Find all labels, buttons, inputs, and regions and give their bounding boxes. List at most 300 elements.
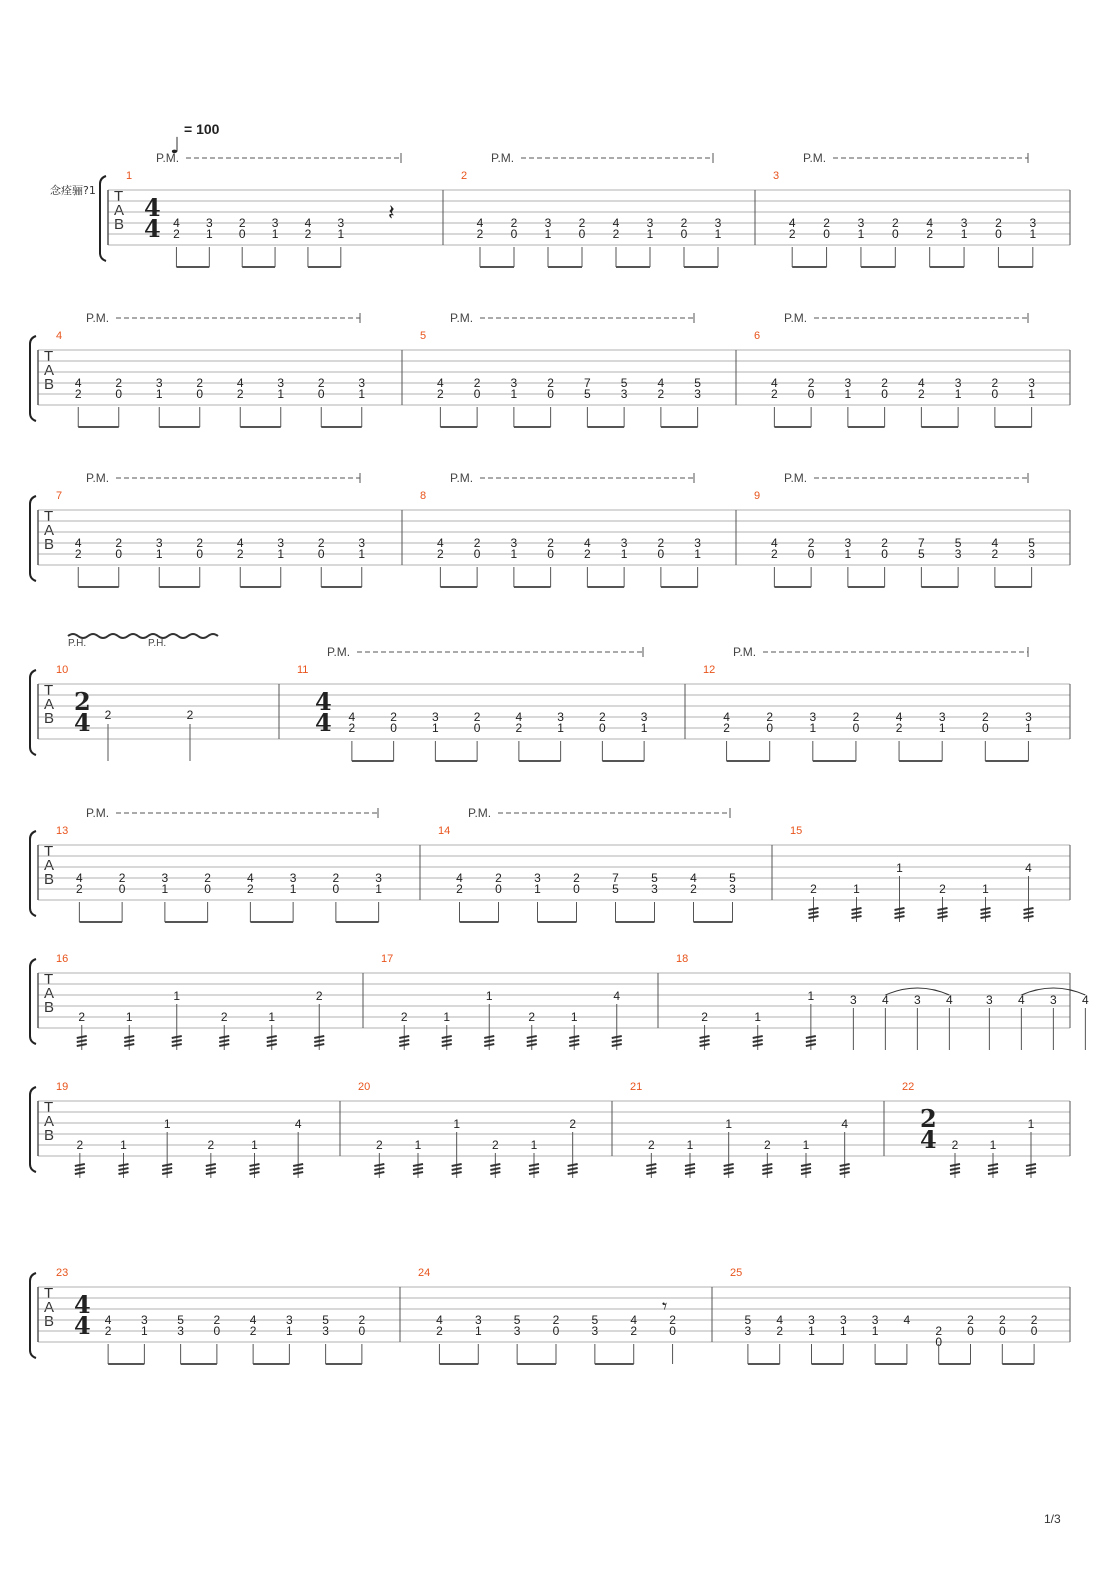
- fret-number: 0: [204, 882, 211, 896]
- bar-number: 21: [630, 1081, 643, 1093]
- tab-clef-letter: A: [44, 1113, 55, 1130]
- fret-number: 2: [456, 882, 463, 896]
- tab-clef-letter: A: [44, 522, 55, 539]
- tab-clef-letter: A: [44, 1299, 55, 1316]
- tremolo-stroke: [753, 1040, 763, 1042]
- time-signature-bottom: 4: [315, 708, 332, 737]
- palm-mute-label: P.M.: [803, 151, 827, 165]
- fret-number: 0: [852, 721, 860, 735]
- fret-number: 2: [599, 710, 606, 724]
- fret-number: 2: [186, 708, 194, 722]
- fret-number: 2: [569, 1117, 577, 1131]
- tremolo-stroke: [809, 908, 819, 910]
- tremolo-stroke: [119, 1164, 129, 1166]
- fret-number: 4: [841, 1117, 849, 1131]
- bar-number: 14: [438, 825, 451, 837]
- tempo-note-symbol: ♩: [170, 134, 181, 159]
- fret-number: 5: [918, 547, 925, 561]
- fret-number: 5: [177, 1313, 184, 1327]
- fret-number: 2: [991, 547, 999, 561]
- tremolo-stroke: [374, 1172, 384, 1174]
- fret-number: 2: [951, 1138, 959, 1152]
- tremolo-stroke: [267, 1036, 277, 1038]
- bar-number: 6: [754, 330, 761, 342]
- fret-number: 1: [510, 547, 518, 561]
- tremolo-stroke: [452, 1164, 462, 1166]
- tab-clef-letter: A: [44, 696, 55, 713]
- fret-number: 4: [515, 710, 523, 724]
- fret-number: 0: [680, 227, 688, 241]
- fret-number: 0: [881, 547, 888, 561]
- fret-number: 1: [474, 1324, 482, 1338]
- fret-number: 2: [207, 1138, 215, 1152]
- tremolo-stroke: [452, 1172, 462, 1174]
- tremolo-stroke: [801, 1164, 811, 1166]
- fret-number: 3: [474, 1313, 482, 1327]
- fret-number: 4: [1018, 993, 1025, 1007]
- fret-number: 1: [414, 1138, 422, 1152]
- tremolo-stroke: [938, 916, 948, 918]
- fret-number: 5: [694, 376, 701, 390]
- tremolo-stroke: [685, 1164, 695, 1166]
- fret-number: 4: [788, 216, 796, 230]
- fret-number: 3: [358, 376, 366, 390]
- fret-number: 4: [630, 1313, 638, 1327]
- fret-number: 2: [547, 376, 554, 390]
- tremolo-stroke: [852, 916, 862, 918]
- fret-number: 3: [286, 1313, 293, 1327]
- fret-number: 5: [729, 871, 736, 885]
- fret-number: 2: [771, 547, 778, 561]
- tab-clef-letter: B: [44, 999, 55, 1016]
- bar-number: 13: [56, 825, 69, 837]
- time-signature-bottom: 4: [74, 708, 91, 737]
- fret-number: 1: [453, 1117, 461, 1131]
- fret-number: 1: [809, 721, 817, 735]
- palm-mute-label: P.M.: [156, 151, 180, 165]
- fret-number: 3: [177, 1324, 184, 1338]
- fret-number: 1: [337, 227, 345, 241]
- tremolo-stroke: [840, 1168, 850, 1170]
- fret-number: 2: [547, 536, 554, 550]
- tremolo-stroke: [162, 1172, 172, 1174]
- fret-number: 0: [578, 227, 586, 241]
- palm-mute-label: P.M.: [491, 151, 515, 165]
- tremolo-stroke: [219, 1040, 229, 1042]
- tremolo-stroke: [314, 1040, 324, 1042]
- fret-number: 0: [473, 721, 481, 735]
- fret-number: 2: [437, 387, 444, 401]
- palm-mute-label: P.M.: [784, 471, 808, 485]
- fret-number: 4: [918, 376, 925, 390]
- tab-clef-letter: T: [44, 843, 54, 860]
- fret-number: 2: [220, 1010, 228, 1024]
- fret-number: 4: [584, 536, 591, 550]
- tab-clef-letter: T: [44, 971, 54, 988]
- fret-number: 0: [213, 1324, 221, 1338]
- fret-number: 3: [1029, 216, 1037, 230]
- fret-number: 1: [277, 387, 285, 401]
- fret-number: 2: [647, 1138, 655, 1152]
- fret-number: 1: [646, 227, 654, 241]
- tremolo-stroke: [988, 1168, 998, 1170]
- tab-clef-letter: B: [44, 1127, 55, 1144]
- fret-number: 1: [432, 721, 439, 735]
- fret-number: 5: [584, 387, 591, 401]
- tremolo-stroke: [950, 1172, 960, 1174]
- bar-number: 11: [297, 664, 309, 676]
- tremolo-stroke: [250, 1172, 260, 1174]
- tremolo-stroke: [762, 1168, 772, 1170]
- time-signature-bottom: 4: [920, 1125, 937, 1154]
- tremolo-stroke: [219, 1036, 229, 1038]
- fret-number: 3: [954, 547, 962, 561]
- fret-number: 2: [723, 721, 730, 735]
- tremolo-stroke: [981, 908, 991, 910]
- fret-number: 4: [436, 1313, 443, 1327]
- fret-number: 4: [437, 376, 444, 390]
- tremolo-stroke: [124, 1036, 134, 1038]
- tremolo-stroke: [250, 1164, 260, 1166]
- fret-number: 4: [247, 871, 254, 885]
- fret-number: 0: [669, 1324, 676, 1338]
- tab-clef-letter: B: [44, 710, 55, 727]
- fret-number: 2: [918, 387, 925, 401]
- pinch-harmonic-label: P.H.: [68, 638, 87, 649]
- fret-number: 5: [651, 871, 658, 885]
- tremolo-stroke: [267, 1044, 277, 1046]
- tab-clef-letter: T: [114, 188, 124, 205]
- fret-number: 4: [690, 871, 697, 885]
- fret-number: 3: [277, 536, 285, 550]
- tremolo-stroke: [527, 1036, 537, 1038]
- fret-number: 0: [552, 1324, 560, 1338]
- fret-number: 1: [960, 227, 968, 241]
- tremolo-stroke: [806, 1036, 816, 1038]
- bar-number: 5: [420, 330, 427, 342]
- tremolo-stroke: [206, 1168, 216, 1170]
- time-signature-top: 4: [144, 193, 161, 222]
- fret-number: 1: [989, 1138, 997, 1152]
- fret-number: 4: [456, 871, 463, 885]
- tremolo-stroke: [1024, 912, 1034, 914]
- fret-number: 4: [926, 216, 934, 230]
- fret-number: 3: [544, 216, 552, 230]
- tremolo-stroke: [806, 1044, 816, 1046]
- fret-number: 3: [620, 387, 628, 401]
- time-signature-bottom: 4: [144, 214, 161, 243]
- tremolo-stroke: [569, 1036, 579, 1038]
- fret-number: 2: [236, 387, 244, 401]
- fret-number: 2: [358, 1313, 366, 1327]
- fret-number: 0: [881, 387, 888, 401]
- fret-number: 2: [935, 1324, 943, 1338]
- system-bracket: [30, 831, 36, 916]
- fret-number: 3: [1028, 547, 1035, 561]
- bar-number: 7: [56, 490, 63, 502]
- fret-number: 0: [115, 547, 123, 561]
- tremolo-stroke: [809, 916, 819, 918]
- fret-number: 2: [657, 536, 665, 550]
- fret-number: 4: [236, 536, 244, 550]
- fret-number: 2: [852, 710, 860, 724]
- fret-number: 0: [317, 547, 325, 561]
- time-signature-top: 4: [74, 1290, 91, 1319]
- tremolo-stroke: [374, 1168, 384, 1170]
- palm-mute-label: P.M.: [327, 645, 351, 659]
- fret-number: 2: [236, 547, 244, 561]
- palm-mute-label: P.M.: [86, 806, 110, 820]
- fret-number: 0: [766, 721, 774, 735]
- fret-number: 7: [612, 871, 619, 885]
- tremolo-stroke: [753, 1036, 763, 1038]
- fret-number: 4: [104, 1313, 112, 1327]
- tempo-marking: = 100: [184, 121, 220, 137]
- fret-number: 4: [946, 993, 953, 1007]
- tremolo-stroke: [413, 1168, 423, 1170]
- bar-number: 3: [773, 170, 780, 182]
- fret-number: 2: [173, 227, 180, 241]
- fret-number: 1: [844, 387, 852, 401]
- tremolo-stroke: [490, 1172, 500, 1174]
- tremolo-stroke: [762, 1164, 772, 1166]
- fret-number: 2: [669, 1313, 676, 1327]
- tremolo-stroke: [685, 1172, 695, 1174]
- tremolo-stroke: [1024, 916, 1034, 918]
- bar-number: 1: [126, 170, 133, 182]
- fret-number: 0: [981, 721, 989, 735]
- fret-number: 0: [967, 1324, 974, 1338]
- time-signature-top: 2: [74, 687, 91, 716]
- fret-number: 2: [74, 547, 82, 561]
- fret-number: 5: [954, 536, 962, 550]
- fret-number: 0: [118, 882, 126, 896]
- fret-number: 1: [807, 989, 815, 1003]
- fret-number: 0: [573, 882, 580, 896]
- palm-mute-label: P.M.: [86, 311, 110, 325]
- fret-number: 4: [294, 1117, 302, 1131]
- fret-number: 2: [991, 376, 999, 390]
- fret-number: 3: [205, 216, 213, 230]
- bar-number: 23: [56, 1267, 69, 1279]
- bar-number: 12: [703, 664, 716, 676]
- fret-number: 2: [76, 882, 83, 896]
- fret-number: 3: [844, 376, 852, 390]
- fret-number: 3: [510, 536, 518, 550]
- tremolo-stroke: [724, 1168, 734, 1170]
- fret-number: 5: [322, 1313, 329, 1327]
- fret-number: 1: [443, 1010, 451, 1024]
- fret-number: 1: [358, 547, 366, 561]
- fret-number: 3: [155, 376, 163, 390]
- fret-number: 3: [591, 1324, 599, 1338]
- fret-number: 4: [723, 710, 730, 724]
- fret-number: 2: [491, 1138, 499, 1152]
- tremolo-stroke: [568, 1164, 578, 1166]
- tremolo-stroke: [801, 1172, 811, 1174]
- fret-number: 1: [375, 882, 382, 896]
- fret-number: 3: [694, 387, 701, 401]
- tab-clef-letter: A: [114, 202, 125, 219]
- fret-number: 2: [763, 1138, 771, 1152]
- fret-number: 3: [161, 871, 169, 885]
- fret-number: 2: [807, 376, 815, 390]
- time-signature-top: 2: [920, 1104, 937, 1133]
- fret-number: 0: [196, 387, 204, 401]
- fret-number: 2: [249, 1324, 257, 1338]
- tremolo-stroke: [981, 916, 991, 918]
- fret-number: 2: [436, 1324, 443, 1338]
- fret-number: 1: [155, 387, 163, 401]
- fret-number: 3: [1028, 376, 1035, 390]
- fret-number: 1: [853, 882, 860, 896]
- fret-number: 3: [155, 536, 163, 550]
- fret-number: 3: [839, 1313, 847, 1327]
- tremolo-stroke: [75, 1168, 85, 1170]
- fret-number: 4: [348, 710, 356, 724]
- fret-number: 1: [173, 989, 181, 1003]
- fret-number: 4: [882, 993, 889, 1007]
- tremolo-stroke: [529, 1164, 539, 1166]
- fret-number: 3: [914, 993, 921, 1007]
- fret-number: 1: [155, 547, 163, 561]
- fret-number: 2: [473, 710, 481, 724]
- fret-number: 1: [1028, 387, 1035, 401]
- bar-number: 16: [56, 953, 69, 965]
- fret-number: 0: [807, 387, 815, 401]
- tab-clef-letter: B: [44, 871, 55, 888]
- fret-number: 1: [251, 1138, 258, 1152]
- fret-number: 1: [844, 547, 852, 561]
- fret-number: 2: [578, 216, 586, 230]
- fret-number: 3: [513, 1324, 521, 1338]
- fret-number: 1: [871, 1324, 879, 1338]
- staff-system: [30, 471, 1070, 587]
- fret-number: 0: [935, 1335, 943, 1349]
- fret-number: 4: [304, 216, 312, 230]
- tremolo-stroke: [119, 1172, 129, 1174]
- fret-number: 2: [315, 989, 323, 1003]
- fret-number: 0: [547, 387, 554, 401]
- tremolo-stroke: [895, 916, 905, 918]
- fret-number: 2: [495, 871, 502, 885]
- fret-number: 4: [771, 376, 778, 390]
- fret-number: 2: [196, 536, 204, 550]
- tremolo-stroke: [568, 1172, 578, 1174]
- fret-number: 1: [938, 721, 946, 735]
- fret-number: 0: [1030, 1324, 1038, 1338]
- fret-number: 3: [1050, 993, 1057, 1007]
- fret-number: 2: [776, 1324, 784, 1338]
- tremolo-stroke: [172, 1036, 182, 1038]
- fret-number: 2: [573, 871, 580, 885]
- tremolo-stroke: [950, 1168, 960, 1170]
- fret-number: 3: [322, 1324, 329, 1338]
- tremolo-stroke: [809, 912, 819, 914]
- fret-number: 2: [115, 376, 123, 390]
- fret-number: 3: [809, 710, 817, 724]
- fret-number: 1: [205, 227, 213, 241]
- tremolo-stroke: [527, 1040, 537, 1042]
- fret-number: 2: [213, 1313, 221, 1327]
- bar-number: 25: [730, 1267, 743, 1279]
- fret-number: 1: [954, 387, 962, 401]
- fret-number: 4: [895, 710, 903, 724]
- fret-number: 5: [591, 1313, 599, 1327]
- fret-number: 3: [938, 710, 946, 724]
- fret-number: 3: [534, 871, 541, 885]
- fret-number: 2: [115, 536, 123, 550]
- fret-number: 5: [744, 1313, 752, 1327]
- fret-number: 4: [657, 376, 665, 390]
- fret-number: 2: [967, 1313, 974, 1327]
- staff-system: [30, 806, 1070, 922]
- tab-clef-letter: T: [44, 348, 54, 365]
- fret-number: 0: [599, 721, 606, 735]
- fret-number: 2: [1030, 1313, 1038, 1327]
- tremolo-stroke: [77, 1036, 87, 1038]
- fret-number: 2: [657, 387, 665, 401]
- fret-number: 1: [1027, 1117, 1035, 1131]
- fret-number: 1: [125, 1010, 133, 1024]
- fret-number: 1: [289, 882, 297, 896]
- fret-number: 4: [76, 871, 83, 885]
- fret-number: 3: [871, 1313, 879, 1327]
- fret-number: 2: [247, 882, 254, 896]
- tremolo-stroke: [852, 912, 862, 914]
- system-bracket: [30, 670, 36, 755]
- fret-number: 0: [495, 882, 502, 896]
- fret-number: 2: [317, 376, 325, 390]
- fret-number: 1: [1025, 721, 1032, 735]
- tab-clef-letter: A: [44, 362, 55, 379]
- fret-number: 2: [348, 721, 356, 735]
- tab-clef-letter: A: [44, 857, 55, 874]
- fret-number: 2: [771, 387, 778, 401]
- fret-number: 2: [552, 1313, 560, 1327]
- staff-systems: [30, 151, 1089, 1364]
- fret-number: 4: [903, 1313, 911, 1327]
- tremolo-stroke: [529, 1172, 539, 1174]
- system-bracket: [30, 959, 36, 1044]
- tremolo-stroke: [124, 1040, 134, 1042]
- tremolo-stroke: [981, 912, 991, 914]
- fret-number: 1: [485, 989, 493, 1003]
- fret-number: 5: [612, 882, 619, 896]
- fret-number: 2: [473, 376, 481, 390]
- tremolo-stroke: [484, 1040, 494, 1042]
- fret-number: 2: [78, 1010, 86, 1024]
- fret-number: 3: [844, 536, 852, 550]
- tremolo-stroke: [806, 1040, 816, 1042]
- tremolo-stroke: [568, 1168, 578, 1170]
- fret-number: 1: [754, 1010, 762, 1024]
- fret-number: 2: [332, 871, 340, 885]
- tab-clef-letter: T: [44, 508, 54, 525]
- fret-number: 2: [204, 871, 211, 885]
- staff-system: [30, 1081, 1070, 1178]
- fret-number: 1: [1029, 227, 1037, 241]
- tremolo-stroke: [753, 1044, 763, 1046]
- bar-number: 8: [420, 490, 427, 502]
- tremolo-stroke: [646, 1168, 656, 1170]
- tremolo-stroke: [484, 1036, 494, 1038]
- fret-number: 3: [289, 871, 297, 885]
- fret-number: 2: [118, 871, 126, 885]
- tremolo-stroke: [1026, 1168, 1036, 1170]
- fret-number: 2: [701, 1010, 708, 1024]
- tremolo-stroke: [988, 1172, 998, 1174]
